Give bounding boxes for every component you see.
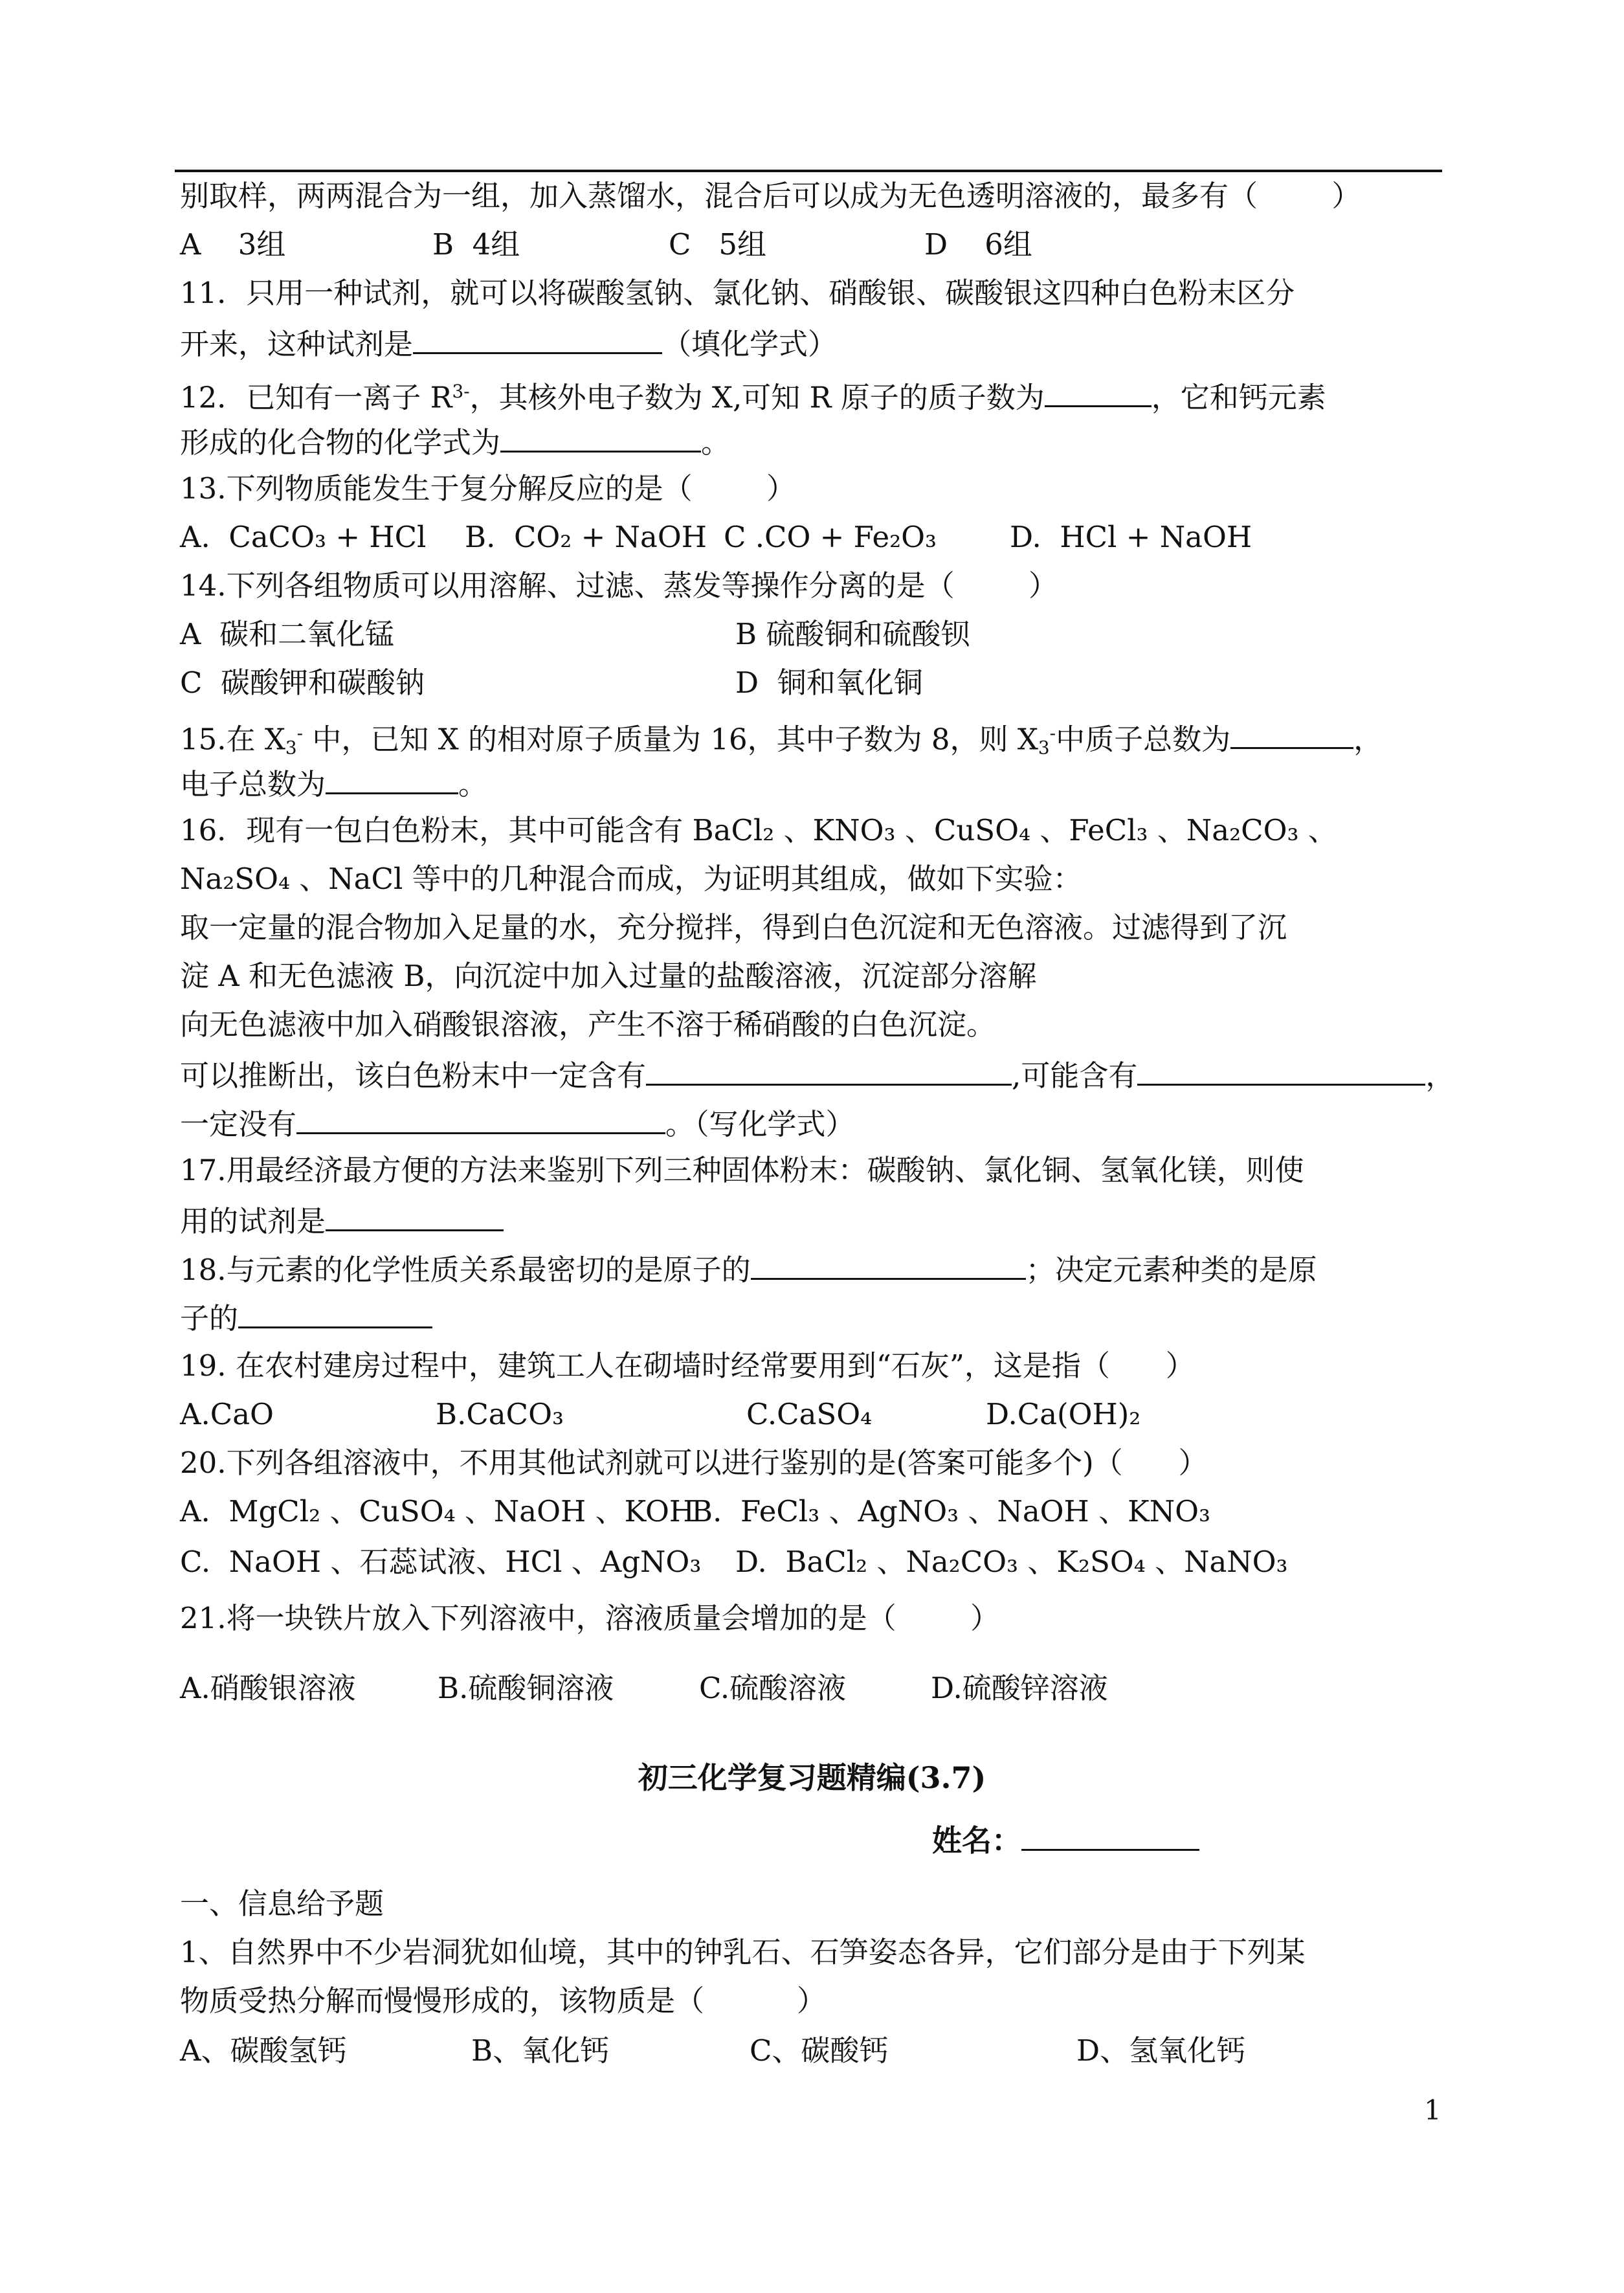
q21-option-b: B.硫酸铜溶液 (438, 1671, 614, 1705)
q15-blank-1[interactable] (1230, 719, 1353, 749)
q21-option-c: C.硫酸溶液 (699, 1671, 847, 1705)
q20-option-b: B. FeCl₃ 、AgNO₃ 、NaOH 、KNO₃ (691, 1494, 1211, 1528)
q19-option-d: D.Ca(OH)₂ (986, 1397, 1141, 1431)
q12-text-b: ，其核外电子数为 X,可知 R 原子的质子数为 (469, 380, 1045, 415)
q15-prefix: 电子总数为 (180, 767, 326, 801)
q16-text-e: 。（写化学式） (665, 1107, 855, 1141)
q16-blank-may-contain[interactable] (1137, 1055, 1425, 1086)
q15-superscript-2: - (1049, 722, 1056, 744)
q10-option-d: D 6组 (924, 227, 1032, 262)
q12-suffix: 。 (701, 425, 731, 460)
q10-option-b: B 4组 (432, 227, 520, 262)
q16-blank-must-not[interactable] (296, 1104, 665, 1134)
q15-suffix: 。 (458, 767, 488, 801)
page-number: 1 (1424, 2094, 1441, 2126)
q16-text-b: ,可能含有 (1012, 1058, 1138, 1093)
part-one-heading: 一、信息给予题 (180, 1886, 384, 1921)
q10-option-a: A 3组 (180, 227, 286, 262)
name-line (932, 1820, 1199, 1859)
q12-text-a: 12．已知有一离子 R (180, 380, 452, 415)
q20-option-d: D. BaCl₂ 、Na₂CO₃ 、K₂SO₄ 、NaNO₃ (735, 1545, 1288, 1579)
q12-prefix: 形成的化合物的化学式为 (180, 425, 501, 460)
q11-answer-blank[interactable] (413, 324, 662, 354)
q17-prefix: 用的试剂是 (180, 1204, 326, 1238)
q17-line2 (180, 1201, 504, 1240)
q21-stem: 21.将一块铁片放入下列溶液中，溶液质量会增加的是（ ） (180, 1601, 1000, 1635)
p1-option-c: C、碳酸钙 (750, 2033, 889, 2068)
q17-answer-blank[interactable] (326, 1201, 504, 1231)
q15-blank-2[interactable] (326, 764, 458, 794)
q14-option-b: B 硫酸铜和硫酸钡 (735, 617, 970, 651)
p1-options (180, 2033, 1246, 2214)
q13-stem: 13.下列物质能发生于复分解反应的是（ ） (180, 471, 795, 506)
q19-option-c: C.CaSO₄ (746, 1397, 873, 1431)
q13-option-c: C .CO + Fe₂O₃ (724, 520, 937, 554)
q15-text-a: 15.在 X (180, 722, 285, 757)
q16-line1: 16．现有一包白色粉末，其中可能含有 BaCl₂ 、KNO₃ 、CuSO₄ 、FeCl₃ 、Na₂CO₃ 、 (180, 813, 1337, 847)
q12-line2 (180, 422, 730, 461)
p1-option-a: A、碳酸氢钙 (180, 2033, 347, 2068)
q16-text-d: 一定没有 (180, 1107, 297, 1141)
q13-option-d: D. HCl + NaOH (1010, 520, 1252, 554)
q15-text-c: 中质子总数为 (1056, 722, 1231, 757)
p1-option-d: D、氢氧化钙 (1076, 2033, 1246, 2068)
q14-option-a: A 碳和二氧化锰 (180, 617, 395, 651)
q15-text-d: ， (1353, 722, 1383, 757)
q12-text-c: ，它和钙元素 (1151, 380, 1326, 415)
q15-line2 (180, 764, 487, 803)
q16-line7 (180, 1104, 855, 1143)
q16-line2: Na₂SO₄ 、NaCl 等中的几种混合而成，为证明其组成，做如下实验： (180, 862, 1082, 896)
q15-superscript-1: - (296, 722, 304, 744)
q16-line3: 取一定量的混合物加入足量的水，充分搅拌，得到白色沉淀和无色溶液。过滤得到了沉 (180, 910, 1287, 945)
name-field[interactable] (1021, 1820, 1199, 1851)
q16-text-a: 可以推断出，该白色粉末中一定含有 (180, 1058, 647, 1093)
p1-line1: 1、自然界中不少岩洞犹如仙境，其中的钟乳石、石笋姿态各异，它们部分是由于下列某 (180, 1935, 1306, 1969)
q16-text-c: ， (1425, 1058, 1455, 1093)
top-rule (175, 170, 1442, 172)
q18-line1 (180, 1249, 1317, 1288)
q18-prefix: 子的 (180, 1301, 239, 1336)
section-title: 初三化学复习题精编(3.7) (638, 1760, 986, 1795)
p1-option-b: B、氧化钙 (471, 2033, 610, 2068)
q19-option-b: B.CaCO₃ (436, 1397, 564, 1431)
q18-text-b: ；决定元素种类的是原 (1025, 1253, 1317, 1287)
q12-blank-2[interactable] (500, 422, 701, 453)
q13-option-a: A. CaCO₃ + HCl (180, 520, 427, 554)
q15-subscript-1: 3 (285, 737, 297, 759)
q16-line5: 向无色滤液中加入硝酸银溶液，产生不溶于稀硝酸的白色沉淀。 (180, 1007, 996, 1042)
q14-stem: 14.下列各组物质可以用溶解、过滤、蒸发等操作分离的是（ ） (180, 568, 1058, 603)
q15-line1 (180, 715, 1383, 766)
q17-line1: 17.用最经济最方便的方法来鉴别下列三种固体粉末：碳酸钠、氯化铜、氢氧化镁，则使 (180, 1153, 1304, 1187)
q20-stem: 20.下列各组溶液中，不用其他试剂就可以进行鉴别的是(答案可能多个)（ ） (180, 1446, 1208, 1480)
q13-option-b: B. CO₂ + NaOH (465, 520, 707, 554)
q18-blank-1[interactable] (751, 1249, 1026, 1280)
q16-line4: 淀 A 和无色滤液 B，向沉淀中加入过量的盐酸溶液，沉淀部分溶解 (180, 959, 1037, 993)
p1-line2: 物质受热分解而慢慢形成的，该物质是（ ） (180, 1984, 827, 2018)
q21-option-a: A.硝酸银溶液 (180, 1671, 356, 1705)
q14-option-d: D 铜和氧化铜 (735, 666, 923, 700)
q20-option-c: C. NaOH 、石蕊试液、HCl 、AgNO₃ (180, 1545, 702, 1579)
q18-text-a: 18.与元素的化学性质关系最密切的是原子的 (180, 1253, 751, 1287)
q19-option-a: A.CaO (180, 1397, 274, 1431)
q11-line1: 11．只用一种试剂，就可以将碳酸氢钠、氯化钠、硝酸银、碳酸银这四种白色粉末区分 (180, 276, 1295, 310)
q10-stem-continuation: 别取样，两两混合为一组，加入蒸馏水，混合后可以成为无色透明溶液的，最多有（ ） (180, 179, 1361, 213)
q16-blank-must-contain[interactable] (646, 1055, 1012, 1086)
name-label: 姓名： (932, 1823, 1021, 1858)
q11-suffix: （填化学式） (662, 327, 838, 361)
q12-line1 (180, 374, 1326, 416)
q21-option-d: D.硫酸锌溶液 (931, 1671, 1108, 1705)
q14-option-c: C 碳酸钾和碳酸钠 (180, 666, 425, 700)
q16-line6 (180, 1055, 1454, 1094)
q12-blank-1[interactable] (1045, 377, 1151, 407)
q15-text-b: 中，已知 X 的相对原子质量为 16，其中子数为 8，则 X (303, 722, 1038, 757)
q18-line2 (180, 1298, 432, 1337)
q12-superscript: 3- (452, 381, 470, 402)
q18-blank-2[interactable] (238, 1298, 432, 1328)
q15-subscript-2: 3 (1038, 737, 1050, 759)
q10-option-c: C 5组 (669, 227, 766, 262)
q11-line2 (180, 324, 837, 363)
q11-prefix: 开来，这种试剂是 (180, 327, 414, 361)
q19-stem: 19. 在农村建房过程中，建筑工人在砌墙时经常要用到“石灰”，这是指（ ） (180, 1348, 1195, 1383)
q20-option-a: A. MgCl₂ 、CuSO₄ 、NaOH 、KOH (180, 1494, 695, 1528)
